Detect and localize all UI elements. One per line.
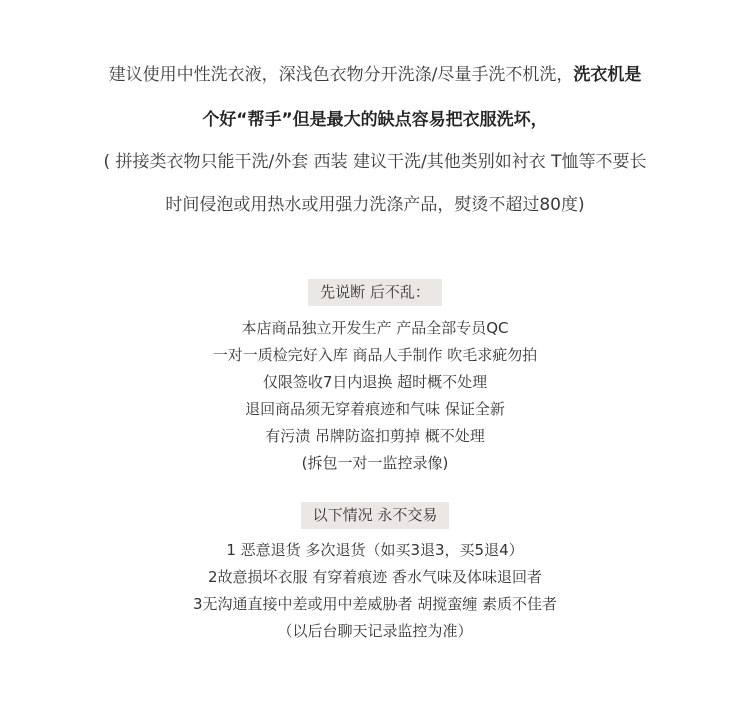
care-line-4: 时间侵泡或用热水或用强力洗涤产品，熨烫不超过80度) [165, 195, 585, 215]
care-line-3: ( 拼接类衣物只能干洗/外套 西装 建议干洗/其他类别如衬衣 T恤等不要长 [103, 152, 647, 172]
care-line-1-bold: 洗衣机是 [573, 65, 642, 85]
list-item: (拆包一对一监控录像) [301, 454, 449, 472]
list-item: 退回商品须无穿着痕迹和气味 保证全新 [245, 400, 505, 418]
care-line-1 [0, 63, 750, 87]
care-line-1-text: 建议使用中性洗衣液，深浅色衣物分开洗涤/尽量手洗不机洗， [108, 65, 574, 85]
returns-policy-list [0, 315, 750, 477]
list-item: 2故意损坏衣服 有穿着痕迹 香水气味及体味退回者 [207, 568, 543, 586]
list-item: 3无沟通直接中差或用中差威胁者 胡搅蛮缠 素质不佳者 [192, 595, 558, 613]
list-item: （以后台聊天记录监控为准） [277, 622, 473, 640]
no-trade-list [0, 537, 750, 645]
list-item: 本店商品独立开发生产 产品全部专员QC [241, 319, 509, 337]
care-line-2-bold: 个好“帮手”但是最大的缺点容易把衣服洗坏， [202, 110, 548, 130]
section-heading-no-trade [0, 502, 750, 529]
section-heading-returns-label: 先说断 后不乱： [308, 279, 442, 306]
list-item: 有污渍 吊牌防盗扣剪掉 概不处理 [265, 427, 485, 445]
section-heading-no-trade-label: 以下情况 永不交易 [301, 502, 450, 529]
list-item: 1 恶意退货 多次退货（如买3退3，买5退4） [226, 541, 524, 559]
care-line-2 [0, 108, 750, 132]
list-item: 一对一质检完好入库 商品人手制作 吹毛求疵勿拍 [212, 346, 538, 364]
section-heading-returns [0, 279, 750, 306]
list-item: 仅限签收7日内退换 超时概不处理 [262, 373, 488, 391]
